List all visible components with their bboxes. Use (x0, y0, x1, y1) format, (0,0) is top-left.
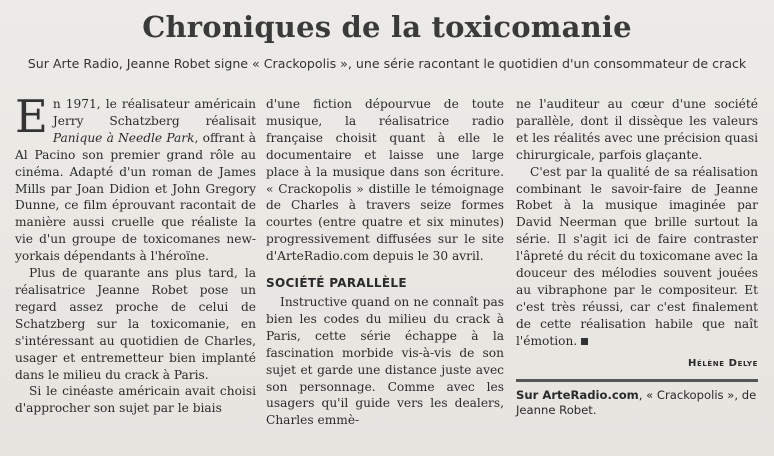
info-link-text: Sur ArteRadio.com (516, 387, 639, 402)
paragraph-2: Plus de quarante ans plus tard, la réalisatrice Jeanne Robet pose un regard assez proche de celui de Schatzberg sur la toxicomanie, en s'intéressant au quotidien de Charles, usager et entremetteur bien implanté dans le milieu du crack à Paris. (15, 266, 256, 382)
info-box (516, 379, 758, 418)
text-run: C'est par la qualité de sa réalisation combinant le savoir-faire de Jeanne Robet à la musique imaginée par David Neerman que brille surtout la série. Il s'agit ici de faire contraster l'âpreté du récit du toxicomane avec la douceur des mélodies souvent jouées au vibraphone par le compositeur. Et c'est très réussi, car c'est finalement de cette réalisation habile que naît l'émotion. (516, 164, 758, 348)
paragraph-6: ne l'auditeur au cœur d'une société parallèle, dont il dissèque les valeurs et les réalités avec une précision quasi chirurgicale, parfois glaçante. (516, 97, 758, 162)
info-text: , « Crackopolis », de Jeanne Robet. (516, 387, 757, 417)
author-byline: Hélène Delye (687, 357, 758, 369)
paragraph-3: Si le cinéaste américain avait choisi d'approcher son sujet par le biais (15, 384, 256, 416)
article-subtitle: Sur Arte Radio, Jeanne Robet signe « Crackopolis », une série racontant le quotidien d'un consommateur de crack (27, 56, 747, 71)
paragraph-1 (15, 90, 256, 265)
drop-cap: E (15, 90, 48, 143)
column-3 (516, 96, 758, 418)
paragraph-4: d'une fiction dépourvue de toute musique, la réalisatrice radio française choisit quant à elle le documentaire et laisse une large place à la musique dans son écriture. « Crackopolis » distille le témoignage de Charles à travers seize formes courtes (entre quatre et six minutes) progressivement diffusées sur le site d'ArteRadio.com depuis le 30 avril. (266, 97, 504, 264)
end-mark-icon (581, 338, 588, 345)
paragraph-7 (516, 164, 758, 350)
article-title: Chroniques de la toxicomanie (142, 10, 632, 44)
text-run: , offrant à Al Pacino son premier grand rôle au cinéma. Adapté d'un roman de James Mills par Joan Didion et John Gregory Dunne, ce film éprouvant racontait de manière aussi cruelle que réaliste la vie d'un groupe de toxicomanes new-yorkais dépendants à l'héroïne. (15, 130, 256, 264)
text-run: n 1971, le réalisateur américain Jerry Schatzberg réalisait (52, 97, 256, 128)
column-1 (15, 90, 256, 417)
paragraph-5: Instructive quand on ne connaît pas bien les codes du milieu du crack à Paris, cette série échappe à la fascination morbide vis-à-vis de son sujet et garde une distance juste avec son personnage. Comme avec les usagers qu'il guide vers les dealers, Charles emmè- (266, 294, 504, 428)
column-2 (266, 96, 504, 429)
film-title: Panique à Needle Park (52, 130, 195, 145)
section-heading: SOCIÉTÉ PARALLÈLE (266, 276, 407, 291)
